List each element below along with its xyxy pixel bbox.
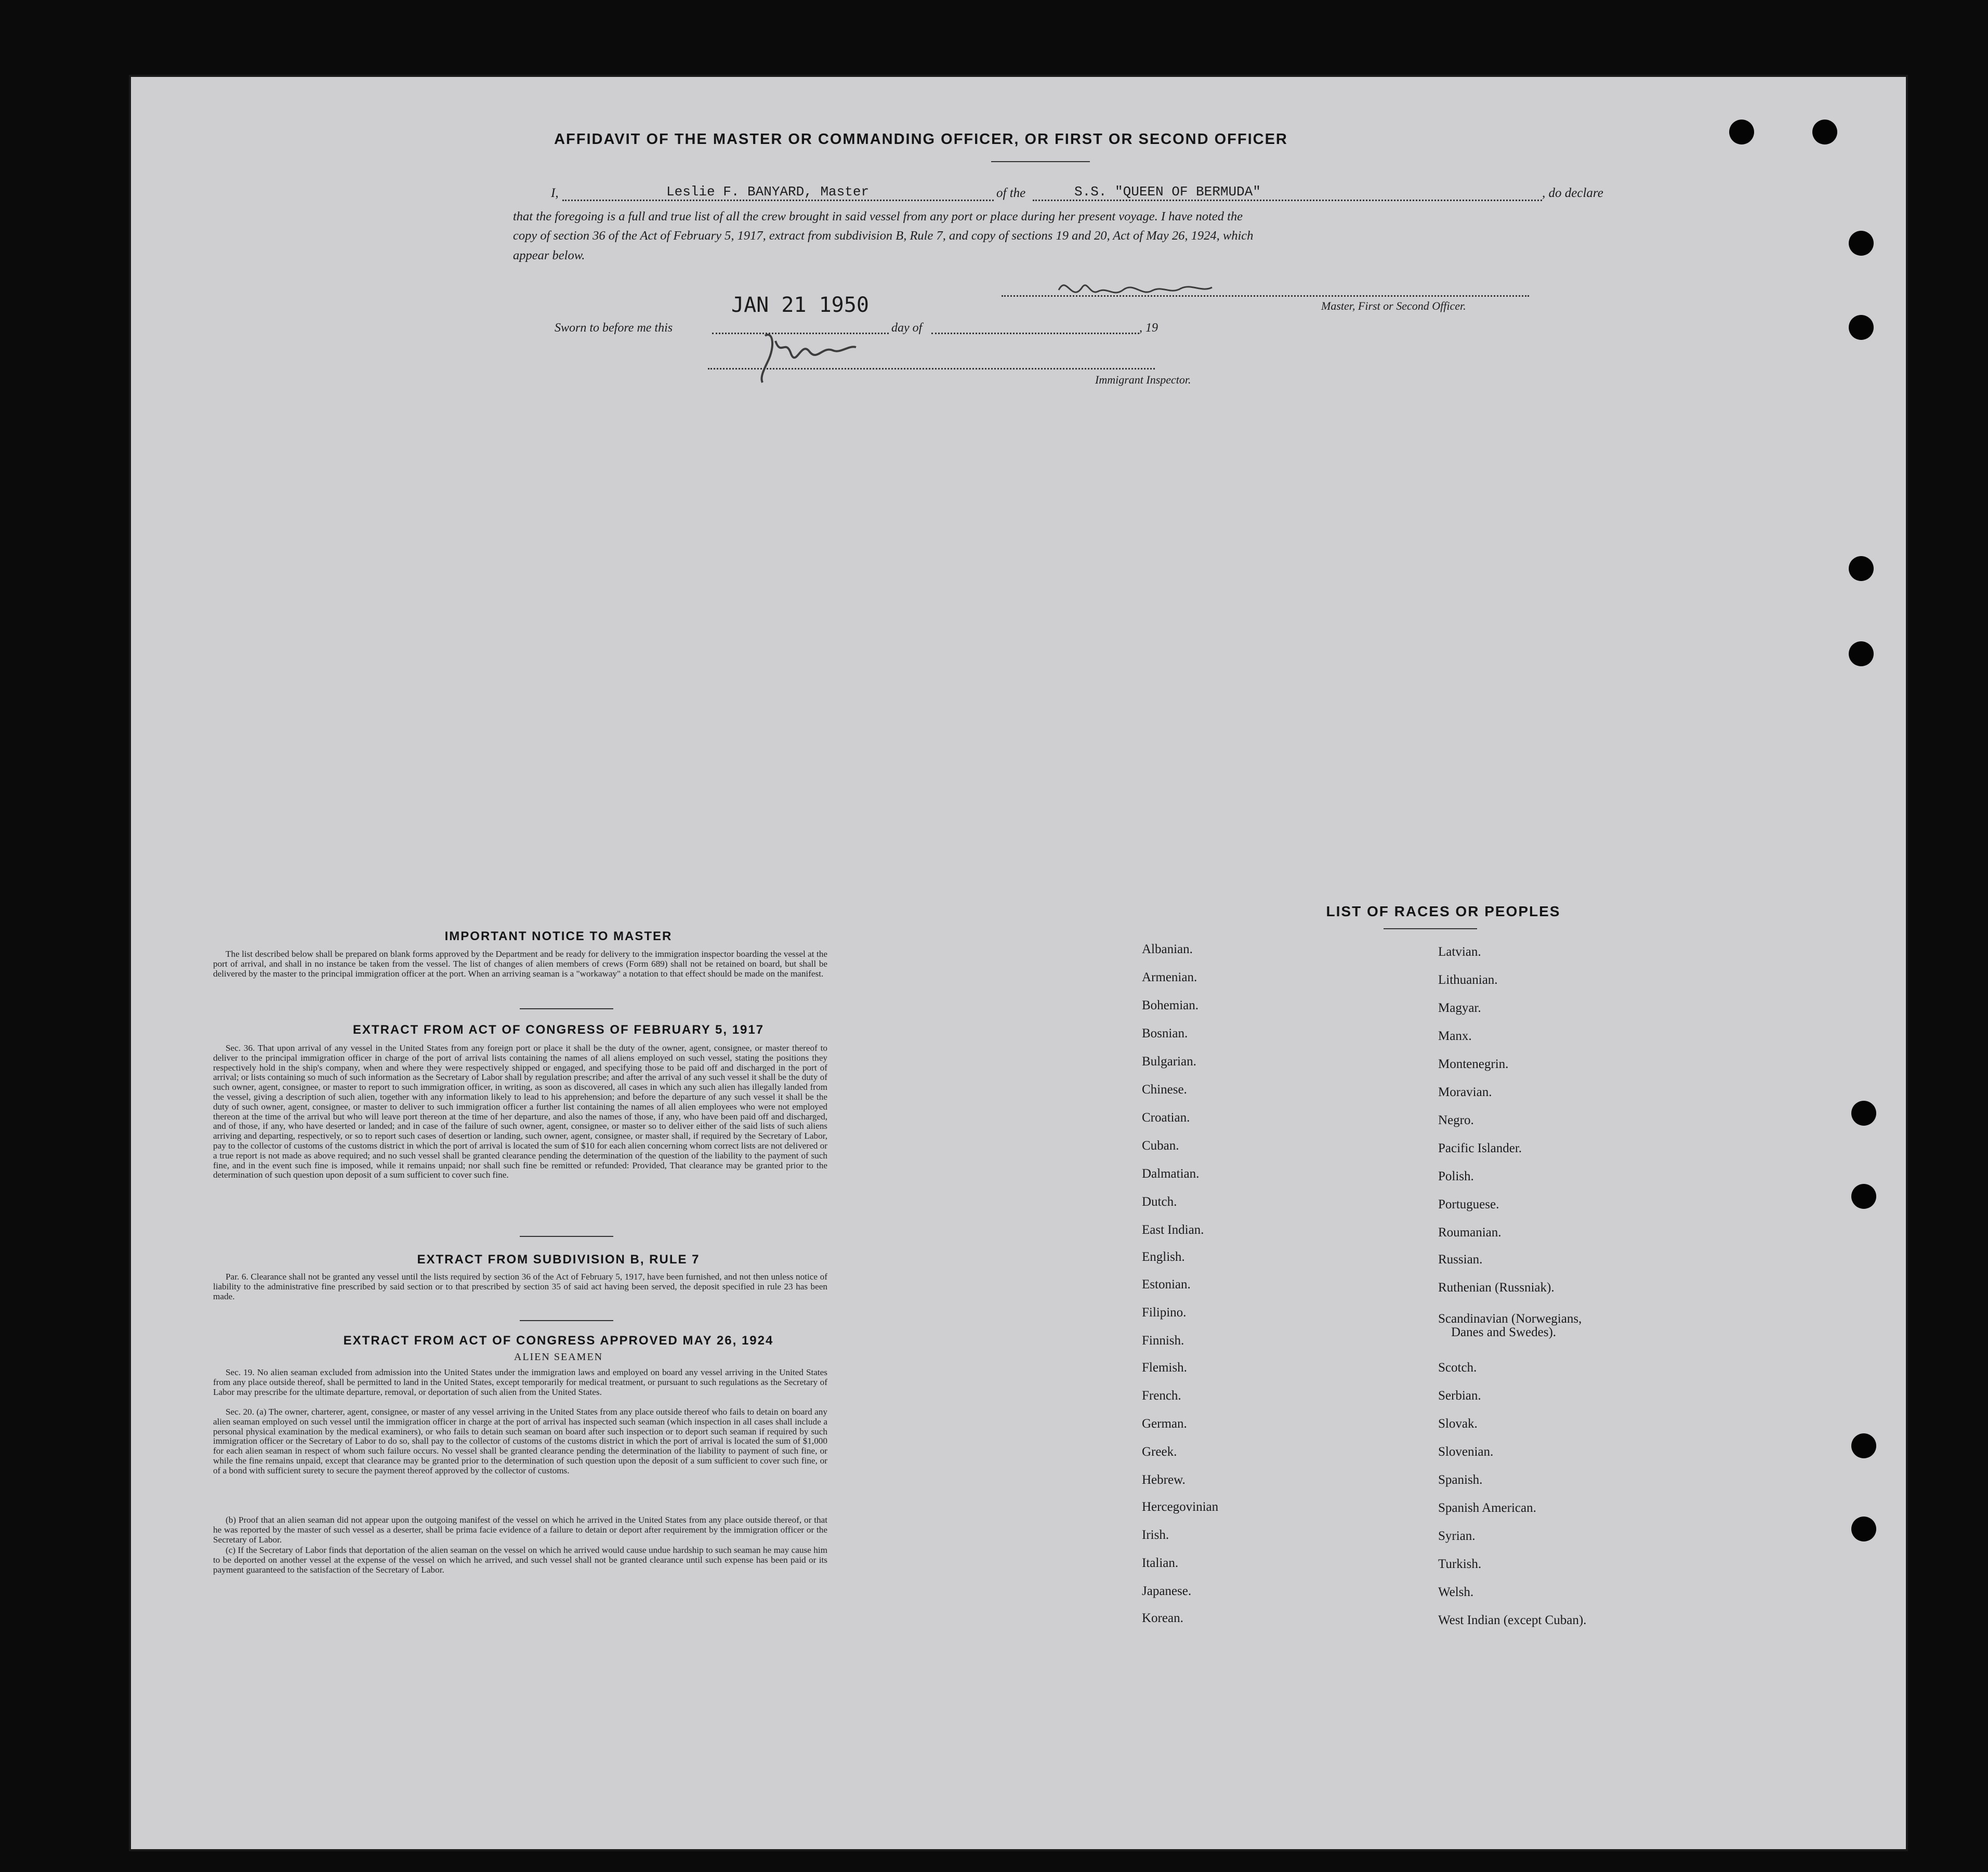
year-prefix: , 19 bbox=[1139, 321, 1158, 335]
sworn-label: Sworn to before me this bbox=[555, 321, 673, 335]
name-line bbox=[562, 200, 994, 201]
race-item: Pacific Islander. bbox=[1438, 1141, 1522, 1155]
race-item: Russian. bbox=[1438, 1253, 1483, 1267]
race-item: Ruthenian (Russniak). bbox=[1438, 1281, 1555, 1295]
vessel-name[interactable]: S.S. "QUEEN OF BERMUDA" bbox=[1074, 184, 1261, 200]
binder-hole bbox=[1851, 1101, 1876, 1126]
notice-title: IMPORTANT NOTICE TO MASTER bbox=[444, 929, 673, 943]
race-item: Slovenian. bbox=[1438, 1445, 1494, 1459]
title-rule bbox=[991, 161, 1090, 162]
divider bbox=[520, 1008, 613, 1009]
sec20a-text: Sec. 20. (a) The owner, charterer, agent, consignee, or master of any vessel arriving in the United States from any place outside thereof who fails to detain on board any alien seaman employed on such vessel until the immigration officer in charge at the port of arrival has inspected such seaman (which inspection in all cases shall include a personal physical examination by the medical examiners), or who fails to detain such seaman on board after such inspection or to deport such seaman if required by such immigration officer or the Secretary of Labor to do so, shall pay to the collector of customs of the customs district in which the port of arrival is located the sum of $1,000 for each alien seaman in respect of whom such failure occurs. No vessel shall be granted clearance pending the determination of the liability to payment of such fine, or while the fine remains unpaid, except that clearance may be granted prior to the determination of such question upon the deposit of a sum sufficient to cover such fine, or of a bond with sufficient surety to secure the payment thereof approved by the collector of customs. bbox=[213, 1407, 827, 1475]
binder-hole bbox=[1849, 556, 1874, 581]
race-item: Hebrew. bbox=[1142, 1473, 1186, 1487]
race-item: Scotch. bbox=[1438, 1361, 1477, 1375]
vessel-line bbox=[1033, 200, 1542, 201]
notice-text: The list described below shall be prepared on blank forms approved by the Department and be ready for delivery to the immigration inspector boarding the vessel at the port of arrival, and shall in no instance be taken from the vessel. The list of changes of alien members of crews (Form 689) shall not be retained on board, but shall be delivered by the master to the principal immigration officer at the port. When an arriving seaman is a "workaway" a notation to that effect should be made on the manifest. bbox=[213, 949, 827, 979]
extract-1917-text: Sec. 36. That upon arrival of any vessel in the United States from any foreign port or place it shall be the duty of the owner, agent, consignee, or master thereof to deliver to the principal immigration officer in charge of the port of arrival lists containing the names of all aliens employed on such vessel, stating the positions they respectively hold in the ship's company, when and where they were respectively shipped or engaged, and specifying those to be paid off and discharged in the port of arrival; or lists containing so much of such information as the Secretary of Labor shall by regulation prescribe; and after the arrival of any such vessel it shall be the duty of such owner, agent, consignee, or master to report to such immigration officer, in writing, as soon as discovered, all cases in which any such alien has illegally landed from the vessel, giving a description of such alien, together with any information likely to lead to his apprehension; and before the departure of any such vessel it shall be the duty of such owner, agent, consignee, or master to deliver to such immigration officer a further list containing the names of all alien employees who were not employed thereon at the time of the arrival but who will leave port thereon at the time of her departure, and also the names of those, if any, who have been paid off and discharged, and of those, if any, who have deserted or landed; and in case of the failure of such owner, agent, consignee, or master so to deliver either of the said lists of such aliens arriving and departing, respectively, or so to report such cases of desertion or landing, such owner, agent, consignee, or master shall, if required by the Secretary of Labor, pay to the collector of customs of the customs district in which the port of arrival is located the sum of $10 for each alien concerning whom correct lists are not delivered or a true report is not made as above required; and no such vessel shall be granted clearance pending the determination of the question of the liability to the payment of such fine, and in the event such fine is imposed, while it remains unpaid; nor shall such fine be remitted or refunded: Provided, That clearance may be granted prior to the determination of such question upon deposit of a sum sufficient to cover such fine. bbox=[213, 1043, 827, 1180]
inspector-caption: Immigrant Inspector. bbox=[1095, 373, 1191, 386]
master-signature-line bbox=[1002, 295, 1529, 297]
binder-hole bbox=[1849, 641, 1874, 666]
race-item: Lithuanian. bbox=[1438, 973, 1498, 987]
day-of-label: day of bbox=[891, 321, 923, 335]
rule7-title: EXTRACT FROM SUBDIVISION B, RULE 7 bbox=[417, 1253, 700, 1267]
race-item: Serbian. bbox=[1438, 1389, 1481, 1403]
extract-1924-title: EXTRACT FROM ACT OF CONGRESS APPROVED MAY 26, 1924 bbox=[343, 1334, 774, 1348]
race-item: Irish. bbox=[1142, 1528, 1169, 1542]
sworn-month-line bbox=[931, 333, 1139, 334]
race-item: Italian. bbox=[1142, 1556, 1179, 1570]
binder-hole bbox=[1849, 231, 1874, 256]
races-title: LIST OF RACES OR PEOPLES bbox=[1326, 903, 1561, 919]
master-name[interactable]: Leslie F. BANYARD, Master bbox=[666, 184, 870, 200]
race-item: Finnish. bbox=[1142, 1334, 1184, 1348]
race-item: Spanish American. bbox=[1438, 1501, 1536, 1515]
race-item: Armenian. bbox=[1142, 970, 1197, 984]
master-signature bbox=[1051, 272, 1269, 308]
affidavit-title: AFFIDAVIT OF THE MASTER OR COMMANDING OFFICER, OR FIRST OR SECOND OFFICER bbox=[554, 131, 1288, 148]
race-item: Korean. bbox=[1142, 1611, 1183, 1625]
race-item: Moravian. bbox=[1438, 1085, 1492, 1099]
do-declare-label: , do declare bbox=[1542, 186, 1603, 200]
rule7-text: Par. 6. Clearance shall not be granted any vessel until the lists required by section 36 of the Act of February 5, 1917, have been furnished, and not then unless notice of liability to the administrative fine prescribed by said section or to that prescribed by section 35 of said act having been served, the deposit specified in rule 23 has been made. bbox=[213, 1272, 827, 1301]
binder-hole bbox=[1849, 315, 1874, 340]
of-the-label: of the bbox=[996, 186, 1026, 200]
race-item: Estonian. bbox=[1142, 1277, 1191, 1291]
race-item: German. bbox=[1142, 1417, 1187, 1431]
master-caption: Master, First or Second Officer. bbox=[1321, 299, 1466, 312]
binder-hole bbox=[1851, 1184, 1876, 1209]
date-stamp: JAN 21 1950 bbox=[731, 293, 869, 317]
race-item: Albanian. bbox=[1142, 942, 1193, 956]
race-item: Polish. bbox=[1438, 1169, 1474, 1183]
sec20b-text: (b) Proof that an alien seaman did not appear upon the outgoing manifest of the vessel on which he arrived in the United States from any place outside thereof, or that he was reported by the master of such vessel as a deserter, shall be prima facie evidence of a failure to detain or deport after requirement by the immigration officer or the Secretary of Labor. bbox=[213, 1515, 827, 1545]
race-item: English. bbox=[1142, 1250, 1185, 1264]
alien-seamen-subtitle: ALIEN SEAMEN bbox=[514, 1351, 603, 1363]
race-item: Roumanian. bbox=[1438, 1225, 1502, 1240]
race-item: Negro. bbox=[1438, 1113, 1474, 1127]
race-item: Slovak. bbox=[1438, 1417, 1478, 1431]
race-item: Magyar. bbox=[1438, 1001, 1481, 1015]
inspector-signature bbox=[744, 325, 864, 388]
race-item: West Indian (except Cuban). bbox=[1438, 1613, 1587, 1627]
race-item: East Indian. bbox=[1142, 1223, 1204, 1237]
race-item: Danes and Swedes). bbox=[1451, 1325, 1557, 1339]
race-item: Japanese. bbox=[1142, 1584, 1192, 1598]
race-item: Bohemian. bbox=[1142, 998, 1199, 1012]
race-item: Dutch. bbox=[1142, 1195, 1177, 1209]
race-item: Latvian. bbox=[1438, 945, 1481, 959]
race-item: Flemish. bbox=[1142, 1361, 1187, 1375]
race-item: Welsh. bbox=[1438, 1585, 1474, 1599]
extract-1917-title: EXTRACT FROM ACT OF CONGRESS OF FEBRUARY 5, 1917 bbox=[352, 1023, 765, 1037]
binder-hole bbox=[1729, 120, 1754, 144]
race-item: Croatian. bbox=[1142, 1111, 1190, 1125]
divider bbox=[520, 1236, 613, 1237]
race-item: Turkish. bbox=[1438, 1557, 1482, 1571]
affidavit-line-4: appear below. bbox=[513, 248, 585, 262]
binder-hole bbox=[1812, 120, 1837, 144]
race-item: Hercegovinian bbox=[1142, 1500, 1219, 1514]
binder-hole bbox=[1851, 1517, 1876, 1541]
affidavit-line-3: copy of section 36 of the Act of February 5, 1917, extract from subdivision B, Rule 7, and copy of sections 19 and 20, Act of May 26, 1924, which bbox=[513, 229, 1254, 243]
race-item: Bulgarian. bbox=[1142, 1054, 1196, 1069]
sec19-text: Sec. 19. No alien seaman excluded from admission into the United States under the immigration laws and employed on board any vessel arriving in the United States from any place outside thereof, shall be permitted to land in the United States, except temporarily for medical treatment, or pursuant to such regulations as the Secretary of Labor may prescribe for the ultimate departure, removal, or deportation of such alien from the United States. bbox=[213, 1367, 827, 1397]
race-item: Spanish. bbox=[1438, 1473, 1483, 1487]
divider bbox=[1384, 928, 1477, 929]
affidavit-line-2: that the foregoing is a full and true list of all the crew brought in said vessel from any port or place during her present voyage. I have noted the bbox=[513, 209, 1243, 223]
race-item: Portuguese. bbox=[1438, 1197, 1499, 1211]
race-item: Dalmatian. bbox=[1142, 1167, 1200, 1181]
race-item: Montenegrin. bbox=[1438, 1057, 1509, 1071]
race-item: Chinese. bbox=[1142, 1083, 1187, 1097]
race-item: Manx. bbox=[1438, 1029, 1472, 1043]
i-label: I, bbox=[551, 186, 559, 200]
race-item: Filipino. bbox=[1142, 1306, 1187, 1320]
binder-hole bbox=[1851, 1433, 1876, 1458]
document-sheet bbox=[131, 77, 1906, 1849]
race-item: Bosnian. bbox=[1142, 1026, 1188, 1040]
race-item: French. bbox=[1142, 1389, 1181, 1403]
race-item: Greek. bbox=[1142, 1445, 1177, 1459]
race-item: Cuban. bbox=[1142, 1139, 1179, 1153]
inspector-line bbox=[708, 368, 1155, 370]
race-item: Scandinavian (Norwegians, bbox=[1438, 1312, 1582, 1326]
sec20c-text: (c) If the Secretary of Labor finds that deportation of the alien seaman on the vessel on which he arrived would cause undue hardship to such seaman he may cause him to be deported on another vessel at the expense of the vessel on which he arrived, and such vessel shall not be granted clearance until such expense has been paid or its payment guaranteed to the satisfaction of the Secretary of Labor. bbox=[213, 1545, 827, 1575]
divider bbox=[520, 1320, 613, 1321]
race-item: Syrian. bbox=[1438, 1529, 1476, 1543]
